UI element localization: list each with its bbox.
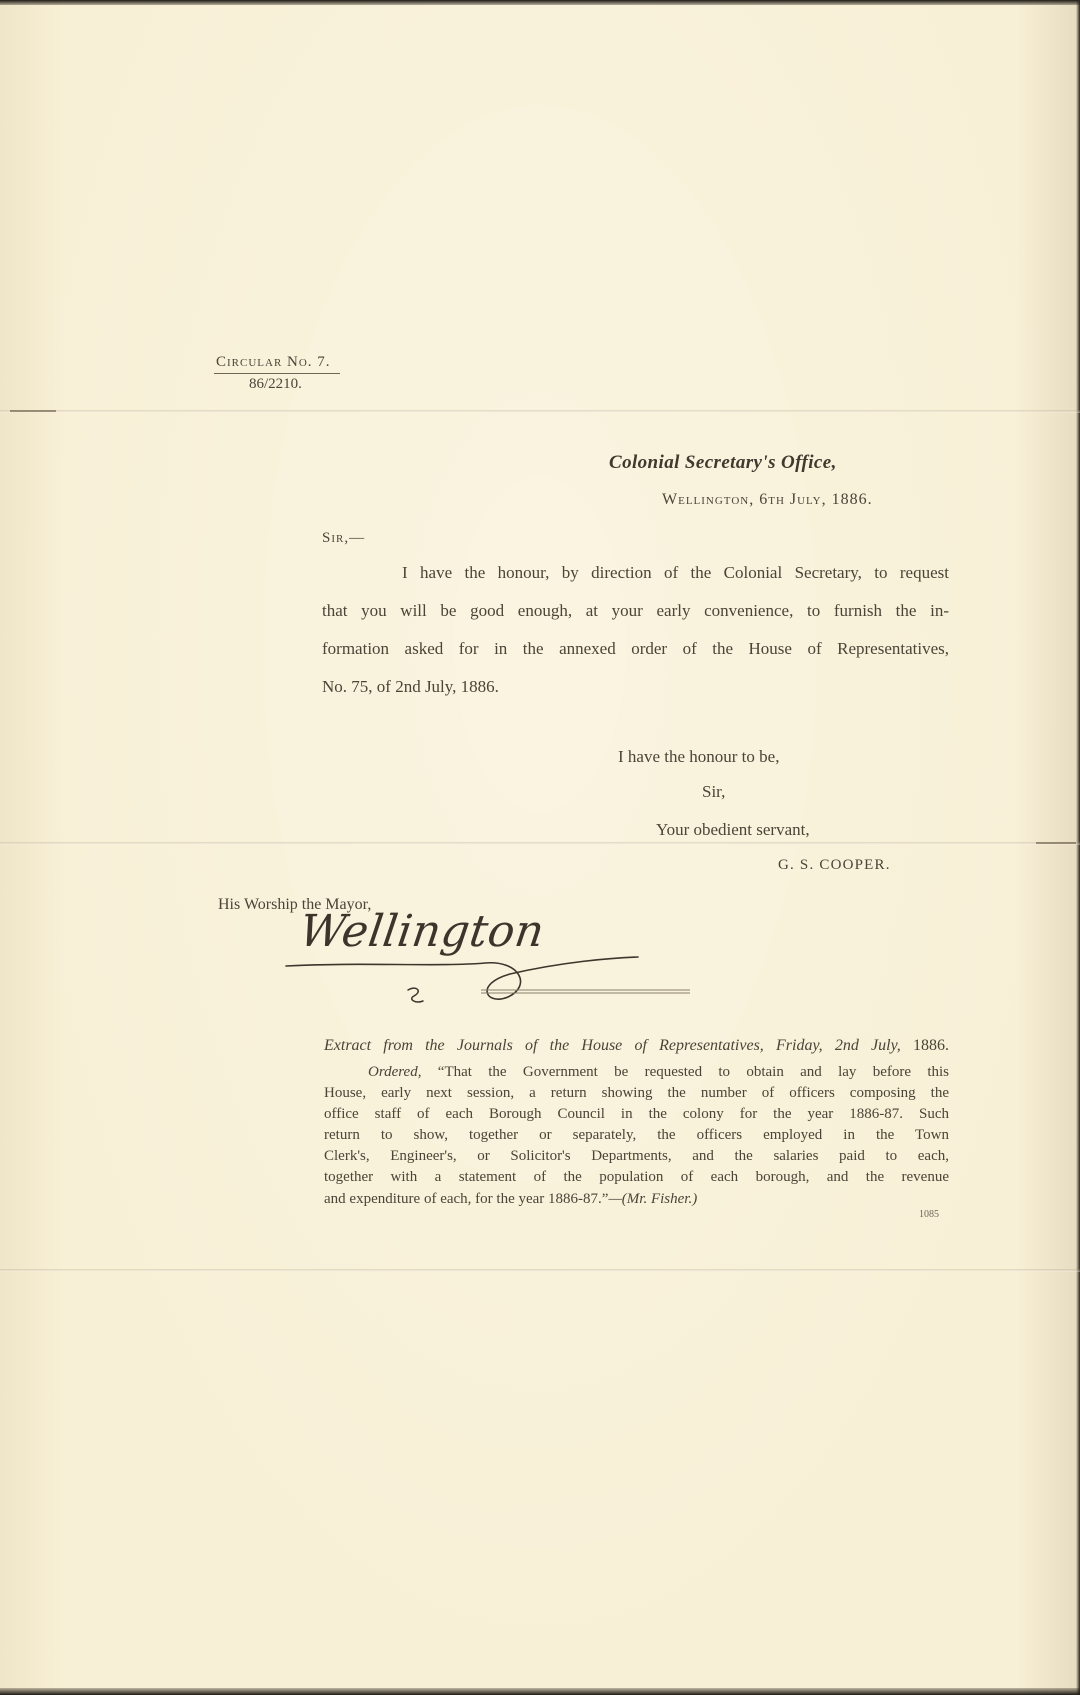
fold-line bbox=[0, 1269, 1080, 1272]
extract-line bbox=[324, 1189, 949, 1210]
addressee-title: His Worship the Mayor, bbox=[218, 896, 372, 913]
extract-line-text: “That the Government be requested to obtain and lay before this bbox=[437, 1064, 949, 1080]
circular-number: Circular No. 7. bbox=[216, 354, 331, 370]
body-paragraph bbox=[322, 554, 949, 706]
salutation: Sir,— bbox=[322, 530, 366, 546]
extract-heading bbox=[324, 1035, 949, 1057]
extract-lead: Ordered, bbox=[368, 1064, 422, 1080]
paper-bottom-edge bbox=[0, 1688, 1080, 1695]
paper-right-edge bbox=[1076, 0, 1080, 1695]
closing-line: Sir, bbox=[702, 782, 726, 801]
fold-line bbox=[0, 842, 1080, 845]
extract-attribution: —(Mr. Fisher.) bbox=[608, 1190, 698, 1207]
body-line: I have the honour, by direction of the Colonial Secretary, to request bbox=[402, 563, 949, 582]
body-line: formation asked for in the annexed order of the House of Representatives, bbox=[322, 639, 949, 658]
printer-mark: 1085 bbox=[919, 1209, 939, 1220]
extract-heading-year: 1886. bbox=[913, 1037, 950, 1054]
closing-line: Your obedient servant, bbox=[656, 820, 810, 839]
handwritten-place: Wellington bbox=[296, 906, 548, 957]
right-edge-mark bbox=[1036, 842, 1076, 844]
extract-line: together with a statement of the population of each borough, and the revenue bbox=[324, 1169, 949, 1186]
body-line: No. 75, of 2nd July, 1886. bbox=[322, 677, 499, 696]
left-edge-mark bbox=[10, 410, 56, 412]
office-heading: Colonial Secretary's Office, bbox=[609, 452, 837, 473]
place-date: Wellington, 6th July, 1886. bbox=[662, 491, 873, 508]
body-line: that you will be good enough, at your early convenience, to furnish the in- bbox=[322, 601, 949, 620]
closing-line: I have the honour to be, bbox=[618, 747, 780, 766]
extract-paragraph bbox=[324, 1062, 949, 1210]
paper-top-edge bbox=[0, 0, 1080, 5]
extract-line: return to show, together or separately, the officers employed in the Town bbox=[324, 1127, 949, 1144]
extract-heading-text: Extract from the Journals of the House of Representatives, Friday, 2nd July, bbox=[324, 1037, 901, 1054]
signatory-name: G. S. COOPER. bbox=[778, 857, 891, 873]
handwriting-flourish bbox=[270, 900, 710, 1010]
fold-line bbox=[0, 410, 1080, 413]
extract-line: Clerk's, Engineer's, or Solicitor's Departments, and the salaries paid to each, bbox=[324, 1148, 949, 1165]
extract-line-text: and expenditure of each, for the year 1886-87.” bbox=[324, 1190, 609, 1207]
circular-reference: 86/2210. bbox=[249, 376, 302, 392]
extract-line bbox=[324, 1062, 949, 1083]
extract-line: office staff of each Borough Council in the colony for the year 1886-87. Such bbox=[324, 1106, 949, 1123]
extract-line: House, early next session, a return showing the number of officers composing the bbox=[324, 1085, 949, 1102]
